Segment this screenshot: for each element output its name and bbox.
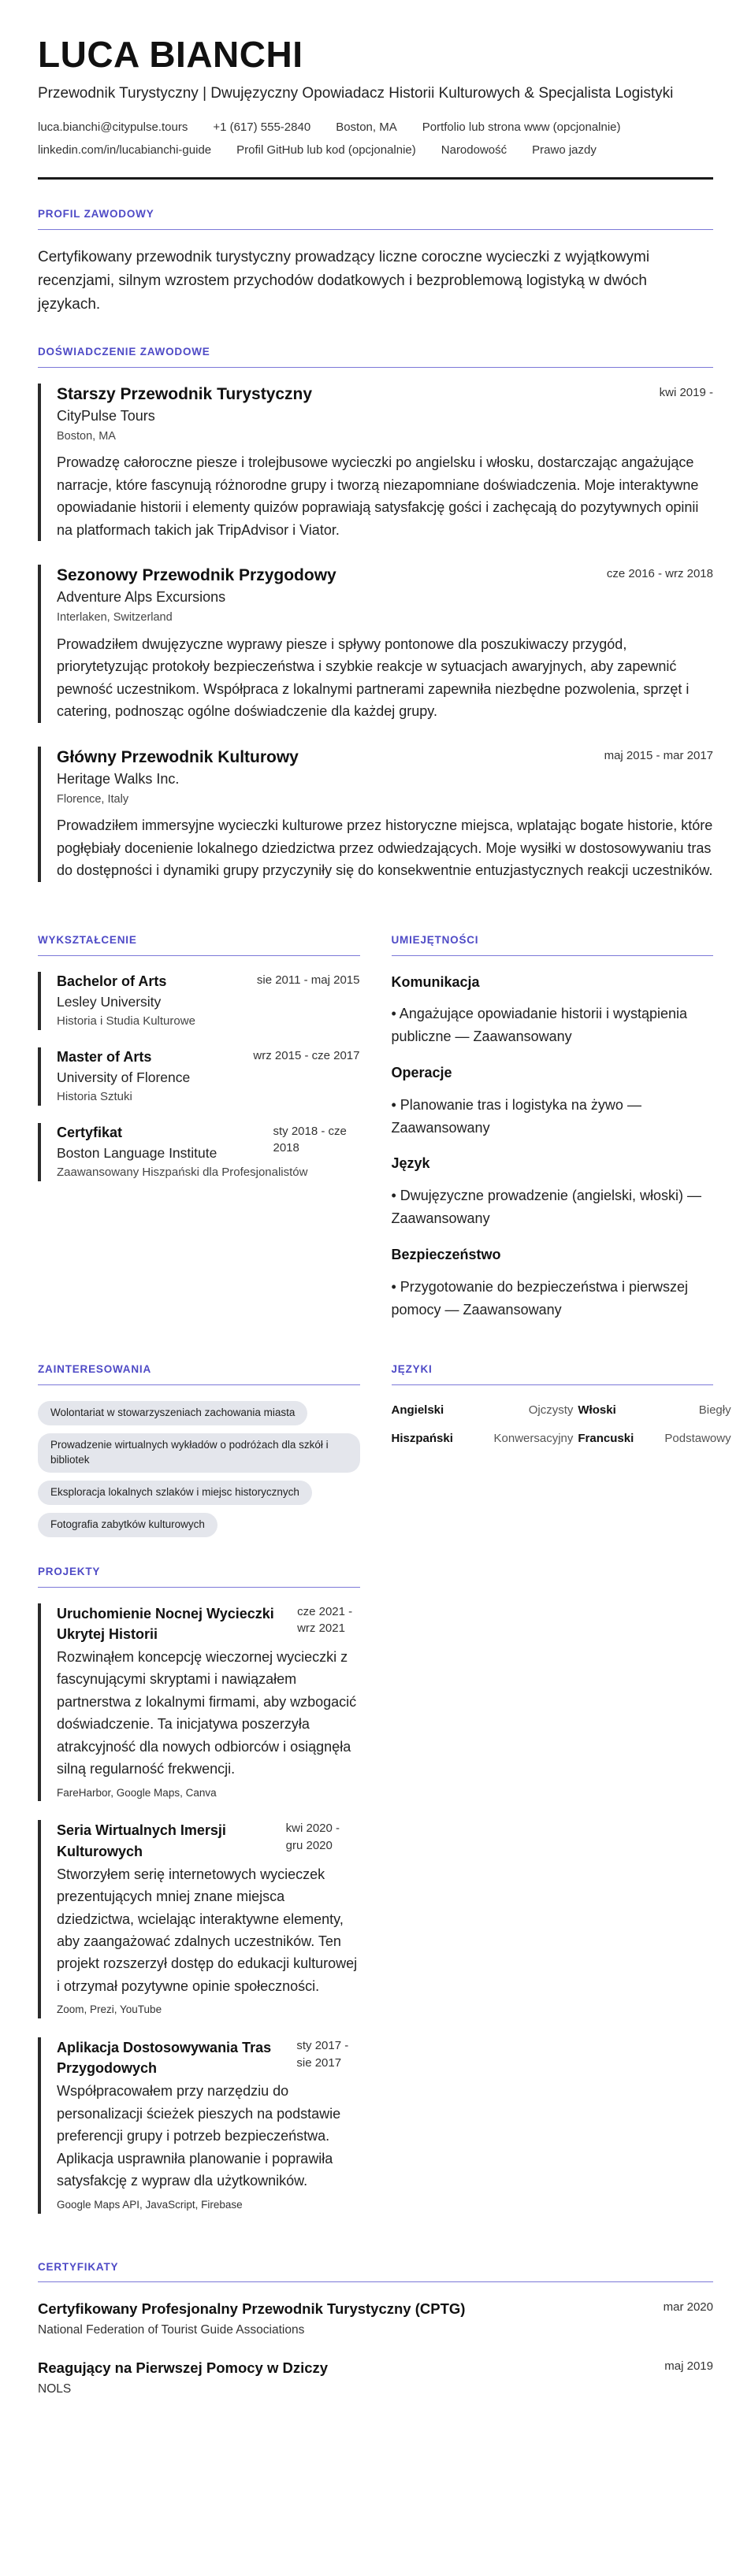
skill-category: Komunikacja (391, 973, 480, 990)
certification-entry (38, 2298, 713, 2340)
section-title-skills: UMIEJĘTNOŚCI (392, 932, 714, 956)
job-company: Heritage Walks Inc. (57, 770, 180, 787)
education-entry (38, 972, 360, 1030)
job-description: Prowadzę całoroczne piesze i trolejbusowe wycieczki po angielsku i włosku, dostarczając angażujące narracje, które fascynują różnorodne grupy i tworzą niezapomniane doświadczenia. Moje interaktywne opowiadanie historii i elementy quizów poprawiają satysfakcję gości i zachęcają do pozytywnych opinii na platformach takich jak TripAdvisor i Viator. (57, 454, 699, 538)
section-title-education: WYKSZTAŁCENIE (38, 932, 360, 956)
languages-section (391, 1335, 731, 1536)
section-title-certifications: CERTYFIKATY (38, 2259, 713, 2283)
language-name: Włoski (578, 1403, 616, 1418)
skill-item: • Planowanie tras i logistyka na żywo — Zaawansowany (391, 1096, 641, 1136)
certification-title: Certyfikowany Profesjonalny Przewodnik Turystyczny (CPTG) (38, 2300, 466, 2318)
project-entry (38, 2037, 360, 2213)
job-date: cze 2016 - wrz 2018 (606, 567, 713, 581)
degree-field: Historia i Studia Kulturowe (57, 1014, 195, 1028)
certification-date: mar 2020 (663, 2300, 713, 2315)
job-location: Florence, Italy (57, 792, 129, 806)
skills-section (392, 906, 714, 1336)
section-title-projects: PROJEKTY (38, 1564, 360, 1588)
interest-chip: Prowadzenie wirtualnych wykładów o podróżach dla szkół i bibliotek (38, 1433, 360, 1473)
contact-nationality: Narodowość (441, 143, 507, 158)
certification-issuer: NOLS (38, 2381, 72, 2396)
skill-category: Operacje (391, 1064, 452, 1080)
school-name: University of Florence (57, 1069, 191, 1085)
job-company: Adventure Alps Excursions (57, 589, 226, 606)
project-tech: Zoom, Prezi, YouTube (57, 2003, 162, 2016)
skill-group (392, 1244, 714, 1321)
contact-email[interactable]: luca.bianchi@citypulse.tours (38, 120, 188, 135)
language-level: Biegły (698, 1403, 731, 1418)
project-date: cze 2021 - wrz 2021 (297, 1604, 353, 1636)
certification-issuer: National Federation of Tourist Guide Associations (38, 2323, 305, 2337)
project-date: sty 2017 - sie 2017 (296, 2039, 349, 2070)
candidate-subtitle: Przewodnik Turystyczny | Dwujęzyczny Opowiadacz Historii Kulturowych & Specjalista Logistyki (38, 84, 674, 102)
experience-section (38, 344, 713, 882)
language-name: Francuski (578, 1431, 634, 1445)
job-title: Główny Przewodnik Kulturowy (57, 747, 299, 766)
project-entry (38, 1603, 360, 1802)
job-description: Prowadziłem dwujęzyczne wyprawy piesze i spływy pontonowe dla poszukiwaczy przygód, priorytetyzując protokoły bezpieczeństwa i szybkie reakcje w sytuacjach awaryjnych, aby zapewnić pewność uczestnikom. Współpraca z lokalnymi partnerami zapewniła niezbędne pozwolenia, sprzęt i catering, podnosząc ogólne doświadczenie dla każdej grupy. (57, 636, 690, 720)
contact-driving-license: Prawo jazdy (532, 143, 597, 158)
project-tech: FareHarbor, Google Maps, Canva (57, 1786, 217, 1799)
experience-entry (38, 384, 713, 541)
summary-section (38, 206, 713, 317)
degree-title: Bachelor of Arts (57, 973, 167, 989)
job-title: Starszy Przewodnik Turystyczny (57, 384, 313, 403)
certification-date: maj 2019 (664, 2359, 713, 2374)
skill-category: Język (391, 1155, 430, 1172)
candidate-name: LUCA BIANCHI (38, 34, 303, 75)
project-tech: Google Maps API, JavaScript, Firebase (57, 2198, 243, 2211)
school-name: Boston Language Institute (57, 1144, 217, 1161)
project-description: Rozwinąłem koncepcję wieczornej wycieczki z fascynującymi skryptami i nawiązałem partnerstwa z lokalnymi firmami, aby wzbogacić doświadczenie. Ta inicjatywa poszerzyła atrakcyjność dla nowych odbiorców i osiągnęła silną regularność frekwencji. (57, 1648, 357, 1777)
resume-header (38, 35, 713, 180)
contact-info (38, 118, 713, 160)
interest-chips (38, 1401, 360, 1536)
degree-field: Historia Sztuki (57, 1089, 132, 1103)
certification-title: Reagujący na Pierwszej Pomocy w Dziczy (38, 2359, 329, 2377)
degree-title: Certyfikat (57, 1124, 123, 1140)
school-name: Lesley University (57, 993, 162, 1010)
job-date: kwi 2019 - (659, 385, 713, 399)
contact-phone[interactable]: +1 (617) 555-2840 (213, 120, 311, 135)
job-title: Sezonowy Przewodnik Przygodowy (57, 566, 336, 585)
job-location: Boston, MA (57, 429, 116, 443)
language-level: Ojczysty (528, 1403, 574, 1418)
project-title: Uruchomienie Nocnej Wycieczki Ukrytej Historii (57, 1605, 274, 1642)
skill-item: • Przygotowanie do bezpieczeństwa i pierwszej pomocy — Zaawansowany (391, 1278, 688, 1318)
certification-entry (38, 2357, 713, 2399)
language-level: Podstawowy (664, 1431, 731, 1445)
job-location: Interlaken, Switzerland (57, 611, 173, 625)
contact-linkedin[interactable]: linkedin.com/in/lucabianchi-guide (38, 143, 212, 158)
experience-entry (38, 565, 713, 722)
degree-field: Zaawansowany Hiszpański dla Profesjonalistów (57, 1165, 308, 1179)
language-level: Konwersacyjny (493, 1431, 574, 1445)
interest-chip: Wolontariat w stowarzyszeniach zachowania miasta (38, 1401, 307, 1425)
projects-empty-column (392, 1537, 714, 2233)
contact-portfolio[interactable]: Portfolio lub strona www (opcjonalnie) (422, 120, 621, 135)
skill-group (392, 1062, 714, 1139)
skill-item: • Angażujące opowiadanie historii i wystąpienia publiczne — Zaawansowany (391, 1006, 688, 1045)
skill-group (392, 1153, 714, 1229)
education-skills-row (38, 906, 713, 1336)
job-date: maj 2015 - mar 2017 (604, 748, 713, 762)
header-divider (38, 177, 713, 180)
degree-date: sty 2018 - cze 2018 (273, 1124, 347, 1155)
project-title: Aplikacja Dostosowywania Tras Przygodowych (57, 2040, 272, 2077)
section-title-languages: JĘZYKI (392, 1362, 714, 1385)
education-entry (38, 1123, 360, 1181)
experience-entry (38, 747, 713, 882)
project-entry (38, 1820, 360, 2018)
section-title-interests: ZAINTERESOWANIA (38, 1362, 360, 1385)
summary-text: Certyfikowany przewodnik turystyczny prowadzący liczne coroczne wycieczki z wyjątkowymi recenzjami, silnym wzrostem przychodów dodatkowych i bezproblemową logistyką w dwóch językach. (38, 248, 650, 313)
contact-location: Boston, MA (336, 120, 397, 135)
education-section (38, 906, 360, 1336)
project-date: kwi 2020 - gru 2020 (285, 1822, 340, 1853)
language-name: Hiszpański (391, 1431, 453, 1445)
job-description: Prowadziłem immersyjne wycieczki kulturowe przez historyczne miejsca, wplatając bogate historie, które pogłębiały docenienie lokalnego dziedzictwa przez odwiedzających. Moje wysiłki w dostosowywaniu tras do dostępności i dynamiki grupy przyczyniły się do konsekwentnie entuzjastycznych reakcji uczestników. (57, 817, 713, 879)
section-title-summary: PROFIL ZAWODOWY (38, 206, 713, 230)
contact-github[interactable]: Profil GitHub lub kod (opcjonalnie) (236, 143, 416, 158)
interest-chip: Eksploracja lokalnych szlaków i miejsc historycznych (38, 1481, 312, 1505)
interest-chip: Fotografia zabytków kulturowych (38, 1513, 217, 1537)
projects-row (38, 1537, 713, 2233)
skill-category: Bezpieczeństwo (391, 1246, 501, 1262)
interests-section (38, 1335, 360, 1536)
job-company: CityPulse Tours (57, 408, 155, 424)
interests-languages-row (38, 1335, 731, 1536)
degree-date: wrz 2015 - cze 2017 (253, 1048, 360, 1062)
projects-section (38, 1537, 360, 2233)
language-grid (391, 1401, 731, 1447)
skill-group (392, 972, 714, 1048)
project-description: Stworzyłem serię internetowych wycieczek prezentujących mniej znane miejsca dziedzictwa, wcielając interaktywne elementy, aby zaangażować zdalnych uczestników. Ten projekt rozszerzył dostęp do edukacji kulturowej i otrzymał pozytywne opinie społeczności. (57, 1866, 358, 1994)
section-title-experience: DOŚWIADCZENIE ZAWODOWE (38, 344, 713, 368)
language-name: Angielski (391, 1403, 444, 1418)
education-entry (38, 1047, 360, 1106)
degree-title: Master of Arts (57, 1048, 152, 1065)
skill-item: • Dwujęzyczne prowadzenie (angielski, włoski) — Zaawansowany (391, 1188, 701, 1227)
project-title: Seria Wirtualnych Imersji Kulturowych (57, 1822, 226, 1859)
project-description: Współpracowałem przy narzędziu do personalizacji ścieżek pieszych na podstawie preferencji grupy i potrzeb bezpieczeństwa. Aplikacja usprawniła planowanie i poprawiła satysfakcję z wypraw dla użytkowników. (57, 2083, 341, 2189)
degree-date: sie 2011 - maj 2015 (256, 973, 360, 987)
certifications-section (38, 2259, 713, 2399)
